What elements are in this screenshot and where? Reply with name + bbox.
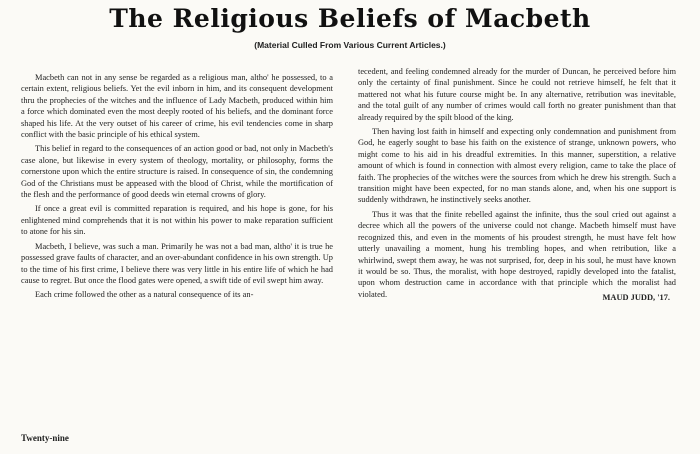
left-column <box>21 72 333 304</box>
page-subtitle: (Material Culled From Various Current Articles.) <box>254 40 446 50</box>
paragraph: Each crime followed the other as a natural consequence of its an- <box>35 290 254 300</box>
paragraph: Thus it was that the finite rebelled against the infinite, thus the soul cried out against a decree which all the powers of the universe could not change. Macbeth himself must have recognized this, and even in the moments of his proudest strength, he must have felt how utterly unavailing a moment, hung his trembling hopes, and when retribution, like a whirlwind, swept them away, he was not surprised, for, deep in his soul, he must have known it would be so. Thus, the moralist, with hope destroyed, rapidly developed into the fatalist, upon whom destruction came in accordance with that principle which the moralist had violated. <box>358 209 676 299</box>
page-title: The Religious Beliefs of Macbeth <box>109 4 591 33</box>
paragraph: Macbeth, I believe, was such a man. Primarily he was not a bad man, altho' it is true he possessed grave faults of character, and an over-abundant confidence in his own strength. Up to the time of his first crime, I believe there was very little in his entire life of which he had cause to regret. But once the flood gates were opened, a swift tide of evil swept him away. <box>21 241 333 285</box>
right-column <box>358 66 676 304</box>
paragraph: This belief in regard to the consequences of an action good or bad, not only in Macbeth's case alone, but likewise in every system of theology, mortality, or philosophy, forms the cornerstone upon which the entire structure is raised. In consequence of sin, the condemning God of the Christians must be appeased with the blood of Christ, while the mortification of the flesh and the performance of good deeds win eternal crowns of glory. <box>21 144 333 200</box>
page-number: Twenty-nine <box>21 433 69 443</box>
author-signature: MAUD JUDD, '17. <box>602 293 670 303</box>
paragraph: If once a great evil is committed reparation is required, and his hope is gone, for his enlightened mind comprehends that it is not within his power to make reparation sufficient to atone for his sin. <box>21 204 333 237</box>
paragraph: Then having lost faith in himself and expecting only condemnation and punishment from God, he eagerly sought to base his faith on the existence of strange, unknown powers, who might come to his aid in his dreadful extremities. In this manner, superstition, a relative amount of which is found in connection with almost every religion, came to take the place of faith. The prophecies of the witches were the sources from which he drew his strength. Such a transition might have been expected, for no man stands alone, and, when his one support is suddenly withdrawn, he instinctively seeks another. <box>358 127 676 205</box>
paragraph: tecedent, and feeling condemned already for the murder of Duncan, he perceived before him only the certainty of final punishment. Since he could not retrieve himself, he felt that it mattered not what his future course might be. In any alternative, retribution was inevitable, and the total guilt of any number of crimes would call forth no greater punishment than that already required by the spilt blood of the king. <box>358 67 676 122</box>
paragraph: Macbeth can not in any sense be regarded as a religious man, altho' he possessed, to a certain extent, religious beliefs. Yet the evil inborn in him, and its consequent development thru the prophecies of the witches and the influence of Lady Macbeth, produced within him a force which dominated even the most deeply rooted of his beliefs, and the dominant force shaped his life. At the very outset of his career of crime, his evil tendencies come in sharp conflict with the basic principle of his ethical system. <box>21 73 333 140</box>
